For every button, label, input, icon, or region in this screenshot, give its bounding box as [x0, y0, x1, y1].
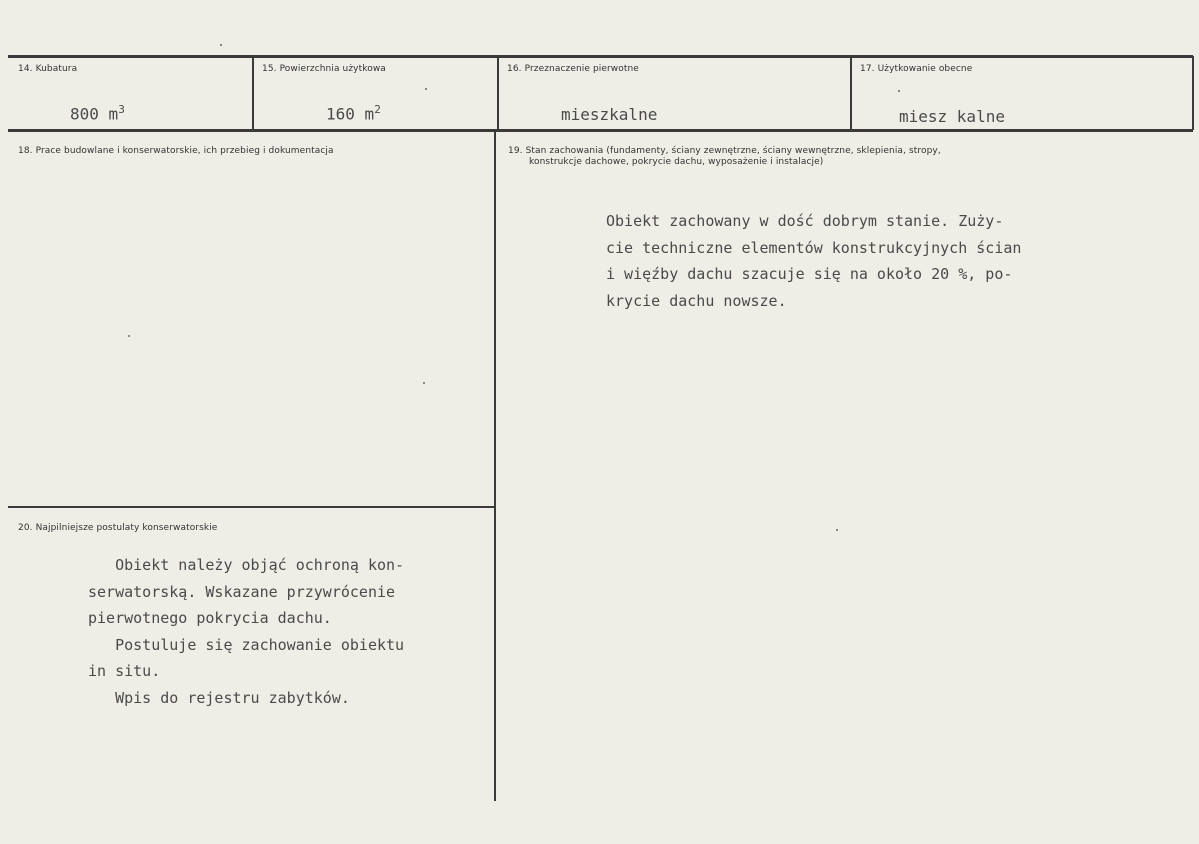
paper-speck: [128, 335, 130, 337]
powierzchnia-label: 15. Powierzchnia użytkowa: [262, 64, 386, 74]
top-rule: [8, 55, 1193, 58]
kubatura-exponent: 3: [118, 103, 125, 116]
kubatura-unit: m: [108, 104, 119, 124]
paper-speck: [898, 90, 900, 92]
divider-16-17: [850, 56, 852, 130]
postulaty-label: 20. Najpilniejsze postulaty konserwatorskie: [18, 523, 218, 533]
stan-zachowania-line: krycie dachu nowsze.: [606, 291, 787, 310]
section20-top-rule: [8, 506, 494, 508]
postulaty-line: pierwotnego pokrycia dachu.: [88, 609, 332, 627]
postulaty-text: [88, 552, 404, 711]
kubatura-label: 14. Kubatura: [18, 64, 78, 74]
paper-speck: [423, 382, 425, 384]
kubatura-value: [70, 103, 125, 123]
powierzchnia-value: [326, 103, 381, 123]
powierzchnia-exponent: 2: [374, 103, 381, 116]
postulaty-line: in situ.: [88, 662, 161, 680]
stan-zachowania-line: Obiekt zachowany w dość dobrym stanie. Zuży-: [606, 212, 1004, 230]
uzytkowanie-value: miesz kalne: [899, 107, 1005, 126]
divider-14-15: [252, 56, 254, 130]
stan-zachowania-line: cie techniczne elementów konstrukcyjnych ścian: [606, 238, 1022, 257]
stan-zachowania-label-line1: 19. Stan zachowania (fundamenty, ściany zewnętrzne, ściany wewnętrzne, sklepienia, stropy,: [508, 146, 941, 156]
main-column-divider: [494, 131, 496, 801]
powierzchnia-unit: m: [364, 104, 375, 124]
postulaty-line: Obiekt należy objąć ochroną kon-: [88, 556, 405, 574]
przeznaczenie-value: mieszkalne: [561, 105, 658, 124]
row1-bottom-rule: [8, 129, 1193, 132]
postulaty-line: Wpis do rejestru zabytków.: [88, 688, 350, 707]
stan-zachowania-line: i więźby dachu szacuje się na około 20 %, po-: [606, 265, 1013, 283]
postulaty-line: Postuluje się zachowanie obiektu: [88, 635, 405, 654]
paper-speck: [836, 529, 838, 531]
postulaty-line: serwatorską. Wskazane przywrócenie: [88, 582, 396, 601]
stan-zachowania-label-line2: konstrukcje dachowe, pokrycie dachu, wyposażenie i instalacje): [529, 157, 824, 167]
prace-budowlane-label: 18. Prace budowlane i konserwatorskie, ich przebieg i dokumentacja: [18, 146, 334, 156]
paper-speck: [425, 88, 427, 90]
uzytkowanie-label: 17. Użytkowanie obecne: [860, 64, 973, 74]
divider-15-16: [497, 56, 499, 130]
paper-speck: [220, 44, 222, 46]
przeznaczenie-label: 16. Przeznaczenie pierwotne: [507, 64, 639, 74]
powierzchnia-number: 160: [326, 104, 355, 124]
right-border: [1192, 56, 1194, 130]
kubatura-number: 800: [70, 104, 99, 124]
stan-zachowania-text: [606, 208, 1021, 314]
